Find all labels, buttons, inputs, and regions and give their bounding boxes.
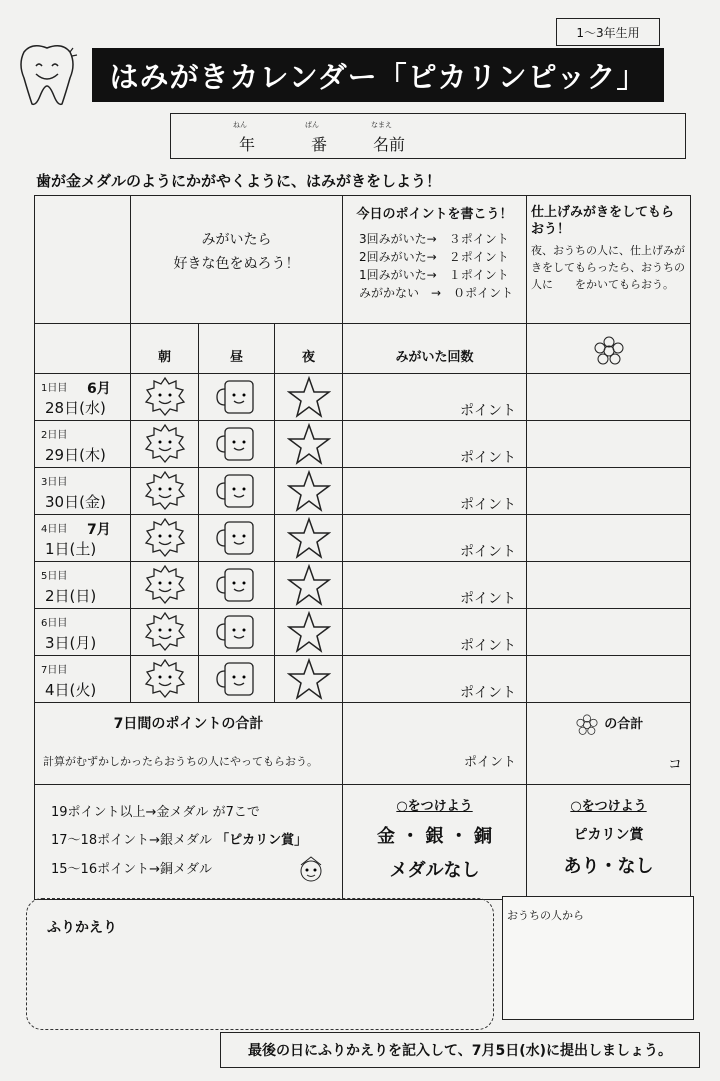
col-night: 夜	[275, 324, 343, 374]
flower-cell[interactable]	[527, 609, 691, 656]
header-instruction: みがいたら 好きな色をぬろう！	[131, 196, 343, 324]
year-label: 年	[239, 135, 256, 154]
calendar-table	[34, 195, 691, 900]
cup-icon	[215, 377, 259, 417]
flower-total[interactable]: の合計 コ	[527, 703, 691, 785]
tooth-mascot-icon	[14, 40, 80, 108]
points-cell[interactable]: ポイント	[343, 656, 527, 703]
night-cell[interactable]	[275, 609, 343, 656]
total-points-input[interactable]: ポイント	[343, 703, 527, 785]
day-label: 5日目 2日(日)	[35, 562, 131, 609]
col-noon: 昼	[199, 324, 275, 374]
table-row	[35, 421, 691, 468]
col-flower	[527, 324, 691, 374]
night-cell[interactable]	[275, 656, 343, 703]
sun-icon	[143, 657, 187, 701]
table-row	[35, 656, 691, 703]
submission-note: 最後の日にふりかえりを記入して、7月5日(水)に提出しましょう。	[220, 1032, 700, 1068]
night-cell[interactable]	[275, 562, 343, 609]
star-icon	[287, 517, 331, 559]
points-cell[interactable]: ポイント	[343, 562, 527, 609]
sun-icon	[143, 375, 187, 419]
day-label: 7日目 4日(火)	[35, 656, 131, 703]
flower-cell[interactable]	[527, 656, 691, 703]
total-points-title: 7日間のポイントの合計 計算がむずかしかったらおうちの人にやってもらおう。	[35, 703, 343, 785]
cup-icon	[215, 471, 259, 511]
flower-cell[interactable]	[527, 468, 691, 515]
morning-cell[interactable]	[131, 374, 199, 421]
night-cell[interactable]	[275, 468, 343, 515]
noon-cell[interactable]	[199, 374, 275, 421]
col-morning: 朝	[131, 324, 199, 374]
cup-icon	[215, 518, 259, 558]
points-cell[interactable]: ポイント	[343, 421, 527, 468]
cup-icon	[215, 659, 259, 699]
noon-cell[interactable]	[199, 609, 275, 656]
name-fields[interactable]: ねん 年 ばん 番 なまえ 名前	[170, 113, 686, 159]
star-icon	[287, 470, 331, 512]
medal-choice[interactable]: ○をつけよう 金 ・ 銀 ・ 銅 メダルなし	[343, 784, 527, 899]
day-label: 1日目 6月 28日(水)	[35, 374, 131, 421]
header-blank	[35, 196, 131, 324]
day-label: 3日目 30日(金)	[35, 468, 131, 515]
table-row	[35, 468, 691, 515]
flower-icon	[574, 714, 600, 736]
grade-label: 1〜3年生用	[556, 18, 660, 46]
class-number-label: 番	[311, 135, 328, 154]
noon-cell[interactable]	[199, 562, 275, 609]
points-cell[interactable]: ポイント	[343, 515, 527, 562]
day-label: 4日目 7月 1日(土)	[35, 515, 131, 562]
night-cell[interactable]	[275, 421, 343, 468]
cup-icon	[215, 424, 259, 464]
morning-cell[interactable]	[131, 609, 199, 656]
from-home-box[interactable]: おうちの人から	[502, 896, 694, 1020]
reflection-box[interactable]: ふりかえり	[26, 898, 494, 1030]
morning-cell[interactable]	[131, 421, 199, 468]
day-label: 2日目 29日(木)	[35, 421, 131, 468]
page-title: はみがきカレンダー「ピカリンピック」	[92, 48, 664, 102]
header-finish: 仕上げみがきをしてもらおう！ 夜、おうちの人に、仕上げみがきをしてもらったら、おうちの人に をかいてもらおう。	[527, 196, 691, 324]
flower-cell[interactable]	[527, 515, 691, 562]
noon-cell[interactable]	[199, 515, 275, 562]
flower-cell[interactable]	[527, 374, 691, 421]
prize-choice[interactable]: ○をつけよう ピカリン賞 あり・なし	[527, 784, 691, 899]
sun-icon	[143, 422, 187, 466]
header-points: 今日のポイントを書こう！ 3回みがいた→ ３ポイント 2回みがいた→ ２ポイント 1回みがいた→ １ポイント みがかない → ０ポイント	[343, 196, 527, 324]
sun-icon	[143, 563, 187, 607]
mascot-icon	[296, 855, 326, 885]
morning-cell[interactable]	[131, 562, 199, 609]
name-label: 名前	[373, 135, 406, 154]
star-icon	[287, 611, 331, 653]
star-icon	[287, 376, 331, 418]
sun-icon	[143, 516, 187, 560]
points-cell[interactable]: ポイント	[343, 374, 527, 421]
morning-cell[interactable]	[131, 656, 199, 703]
col-blank	[35, 324, 131, 374]
flower-icon	[591, 336, 627, 366]
day-label: 6日目 3日(月)	[35, 609, 131, 656]
morning-cell[interactable]	[131, 515, 199, 562]
sun-icon	[143, 610, 187, 654]
night-cell[interactable]	[275, 374, 343, 421]
table-row	[35, 515, 691, 562]
star-icon	[287, 564, 331, 606]
lead-text: 歯が金メダルのようにかがやくように、はみがきをしよう！	[36, 172, 442, 190]
table-row	[35, 562, 691, 609]
points-cell[interactable]: ポイント	[343, 468, 527, 515]
table-row	[35, 374, 691, 421]
col-count: みがいた回数	[343, 324, 527, 374]
flower-cell[interactable]	[527, 562, 691, 609]
sun-icon	[143, 469, 187, 513]
noon-cell[interactable]	[199, 421, 275, 468]
star-icon	[287, 658, 331, 700]
table-row	[35, 609, 691, 656]
cup-icon	[215, 612, 259, 652]
noon-cell[interactable]	[199, 656, 275, 703]
morning-cell[interactable]	[131, 468, 199, 515]
star-icon	[287, 423, 331, 465]
night-cell[interactable]	[275, 515, 343, 562]
medal-rules: 19ポイント以上→金メダル が7こで 17〜18ポイント→銀メダル 「ピカリン賞」 15〜16ポイント→銅メダル	[35, 784, 343, 899]
cup-icon	[215, 565, 259, 605]
flower-cell[interactable]	[527, 421, 691, 468]
points-cell[interactable]: ポイント	[343, 609, 527, 656]
noon-cell[interactable]	[199, 468, 275, 515]
